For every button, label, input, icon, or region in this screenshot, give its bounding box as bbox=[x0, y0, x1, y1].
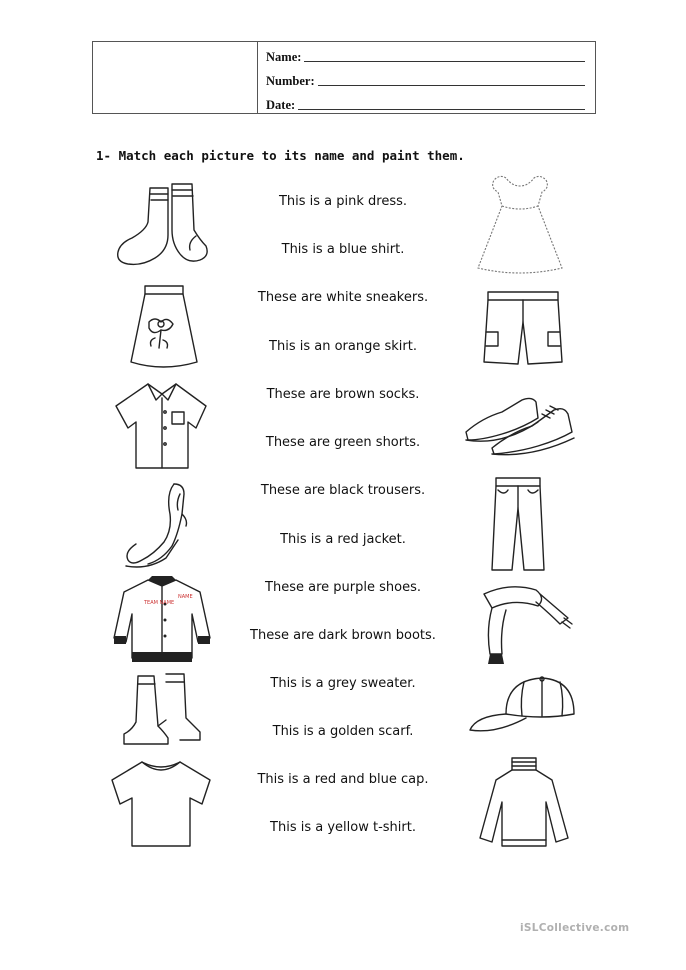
name-field[interactable] bbox=[266, 42, 595, 66]
sentence-item: This is a pink dress. bbox=[278, 194, 408, 209]
sentence-item: These are purple shoes. bbox=[265, 580, 421, 595]
jacket-picture[interactable] bbox=[110, 574, 215, 670]
sentence-item: This is an orange skirt. bbox=[269, 339, 417, 354]
exercise-instruction: 1- Match each picture to its name and paint them. bbox=[96, 148, 465, 163]
jacket-team-text: TEAM NAME bbox=[144, 600, 175, 606]
name-label: Name: bbox=[266, 50, 302, 64]
skirt-picture[interactable] bbox=[125, 282, 205, 372]
sentence-item: These are brown socks. bbox=[266, 387, 420, 402]
number-line[interactable] bbox=[318, 85, 585, 86]
number-label: Number: bbox=[266, 74, 315, 88]
number-field[interactable] bbox=[266, 66, 595, 90]
trousers-picture[interactable] bbox=[488, 474, 548, 574]
header-fields bbox=[258, 42, 595, 113]
shirt-picture[interactable] bbox=[110, 378, 215, 473]
sentence-item: This is a red and blue cap. bbox=[257, 772, 429, 787]
sentence-item: These are white sneakers. bbox=[257, 290, 429, 305]
shorts-picture[interactable] bbox=[478, 286, 568, 370]
sweater-picture[interactable] bbox=[474, 754, 574, 850]
date-field[interactable] bbox=[266, 90, 595, 114]
sentence-item: This is a grey sweater. bbox=[270, 676, 416, 691]
jacket-name-text: NAME bbox=[178, 594, 193, 600]
sentence-item: These are green shorts. bbox=[265, 435, 421, 450]
boots-picture[interactable] bbox=[118, 672, 208, 752]
date-line[interactable] bbox=[298, 109, 585, 110]
socks-picture[interactable] bbox=[110, 180, 215, 272]
sneakers-picture[interactable] bbox=[462, 388, 582, 458]
sentence-item: This is a red jacket. bbox=[280, 532, 406, 547]
sentence-item: This is a golden scarf. bbox=[272, 724, 414, 739]
t-shirt-picture[interactable] bbox=[106, 752, 216, 852]
shoe-picture[interactable] bbox=[118, 480, 208, 570]
sentence-item: This is a yellow t-shirt. bbox=[270, 820, 416, 835]
site-watermark: iSLCollective.com bbox=[520, 922, 630, 934]
sentence-item: These are black trousers. bbox=[260, 483, 426, 498]
cap-picture[interactable] bbox=[466, 674, 578, 738]
student-info-box bbox=[92, 41, 596, 114]
date-label: Date: bbox=[266, 98, 296, 112]
sentence-item: This is a blue shirt. bbox=[281, 242, 405, 257]
name-line[interactable] bbox=[304, 61, 585, 62]
sentence-item: These are dark brown boots. bbox=[250, 628, 436, 643]
header-blank-cell bbox=[93, 42, 258, 113]
dress-picture[interactable] bbox=[470, 172, 570, 282]
scarf-picture[interactable] bbox=[470, 580, 575, 672]
